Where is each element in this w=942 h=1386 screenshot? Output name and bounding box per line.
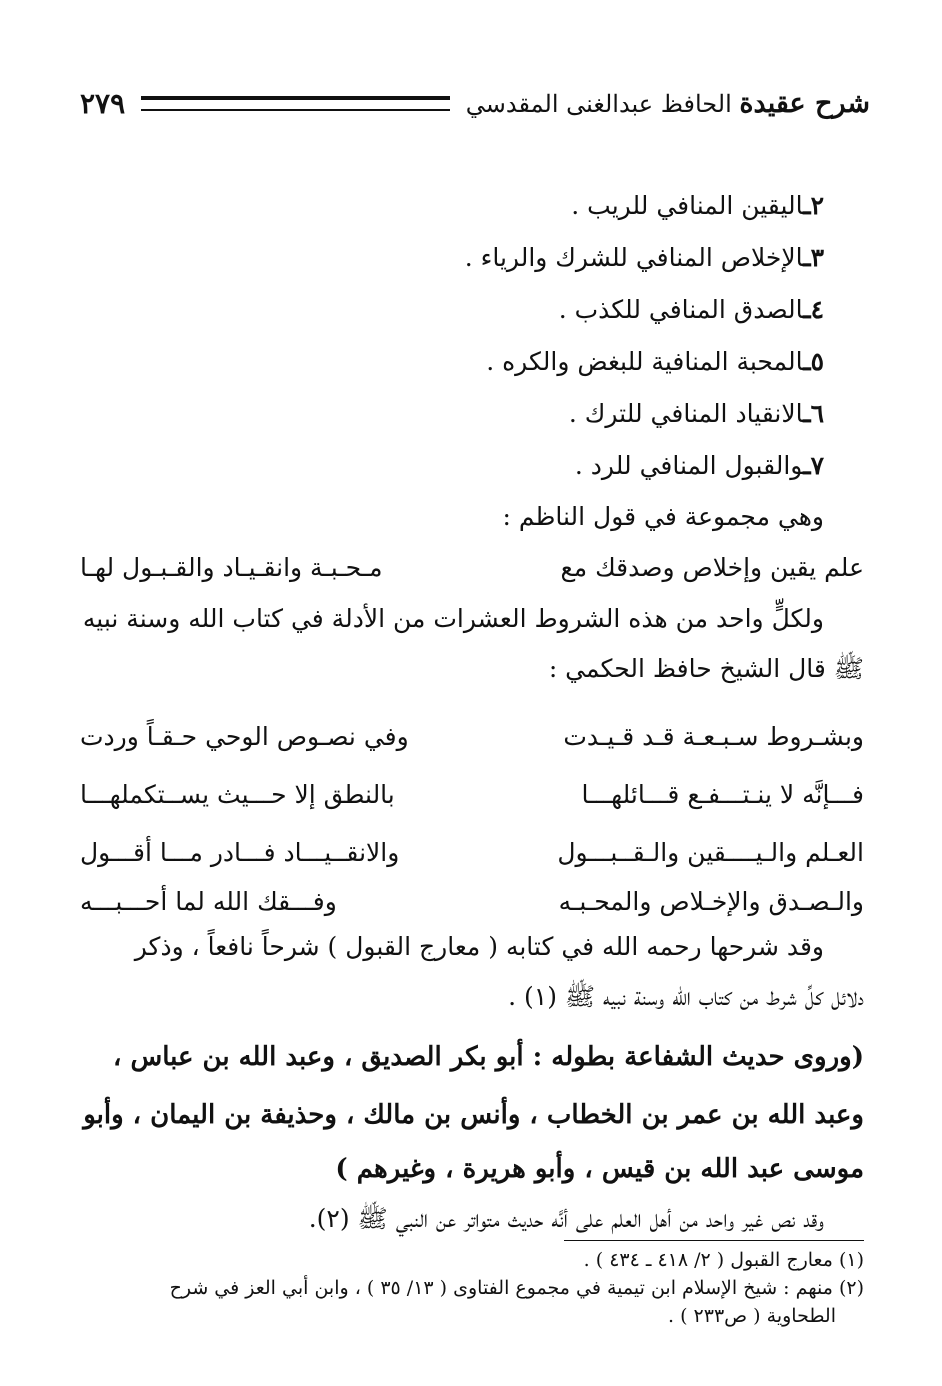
- verse-line: فـــإنَّه لا ينـتـــفـع قـــائلهـــا بالنطق إلا حـــيث يســتكملهـــا: [80, 780, 864, 809]
- paragraph-line: ولكلٍّ واحد من هذه الشروط العشرات من الأدلة في كتاب الله وسنة نبيه: [82, 604, 824, 633]
- running-title-bold: شرح عقيدة: [739, 87, 870, 119]
- poem: [80, 708, 864, 922]
- page-header: [80, 78, 870, 128]
- list-item: ٦ـالانقياد المنافي للترك .: [568, 399, 824, 428]
- footnote-rule: [564, 1240, 864, 1241]
- running-title-rest: الحافظ عبدالغنى المقدسي: [465, 89, 740, 118]
- footnote-1: (١) معارج القبول ( ٢/ ٤١٨ ـ ٤٣٤ ) .: [583, 1249, 864, 1271]
- running-title: [466, 88, 870, 119]
- bold-quote-line: وعبد الله بن عمر بن الخطاب ، وأنس بن مالك ، وحذيفة بن اليمان ، وأبو: [83, 1100, 864, 1130]
- verse-line: والـصـدق والإخـلاص والمحـبـه وفـــقك الله لما أحـــبـــه: [80, 887, 864, 916]
- intro-line: وهي مجموعة في قول الناظم :: [502, 502, 824, 531]
- list-item: ٧ـوالقبول المنافي للرد .: [574, 451, 824, 480]
- list-item: ٢ـاليقين المنافي للريب .: [571, 191, 824, 220]
- verse-line: وبشـروط سـبـعـة قـد قـيـدت وفي نصـوص الوحي حـقـاً وردت: [80, 722, 864, 751]
- paragraph-line: ﷺ قال الشيخ حافظ الحكمي :: [548, 654, 864, 683]
- footnote-2: (٢) منهم : شيخ الإسلام ابن تيمية في مجموع الفتاوى ( ١٣/ ٣٥ ) ، وابن أبي العز في شرح: [169, 1277, 864, 1299]
- list-item: ٥ـالمحبة المنافية للبغض والكره .: [486, 347, 824, 376]
- list-item: ٣ـالإخلاص المنافي للشرك والرياء .: [464, 243, 824, 272]
- paragraph-line: وقد شرحها رحمه الله في كتابه ( معارج القبول ) شرحاً نافعاً ، وذكر: [134, 932, 824, 961]
- verse-line: [80, 542, 864, 594]
- verse-line: العـلم والـيــــقين والـقــبـــول والانقــيـــاد فـــادر مـــا أقـــول: [80, 838, 864, 867]
- verse-hemistich-2: مـحـبـة وانقـيـاد والقـبـول لهـا: [80, 553, 383, 582]
- header-rule: [141, 96, 450, 111]
- bold-quote-line: (وروى حديث الشفاعة بطوله : أبو بكر الصديق ، وعبد الله بن عباس ،: [113, 1042, 864, 1072]
- list-item: ٤ـالصدق المنافي للكذب .: [558, 295, 824, 324]
- paragraph-line: وقد نص غير واحد من أهل العلم على أنَّه حديث متواتر عن النبي ﷺ (٢).: [308, 1204, 824, 1233]
- paragraph-line: دلائل كلِّ شرط من كتاب الله وسنة نبيه ﷺ (١) .: [508, 982, 864, 1011]
- verse-hemistich-1: علم يقين وإخلاص وصدقك مع: [560, 553, 864, 582]
- footnotes: [80, 1246, 864, 1330]
- page-number: ٢٧٩: [80, 86, 126, 120]
- conditions-list: [80, 180, 864, 492]
- bold-quote-line: موسى عبد الله بن قيس ، وأبو هريرة ، وغيرهم ): [335, 1154, 864, 1184]
- page-body: [80, 180, 864, 1244]
- footnote-2-continued: الطحاوية ( ص٢٣٣ ) .: [668, 1305, 836, 1327]
